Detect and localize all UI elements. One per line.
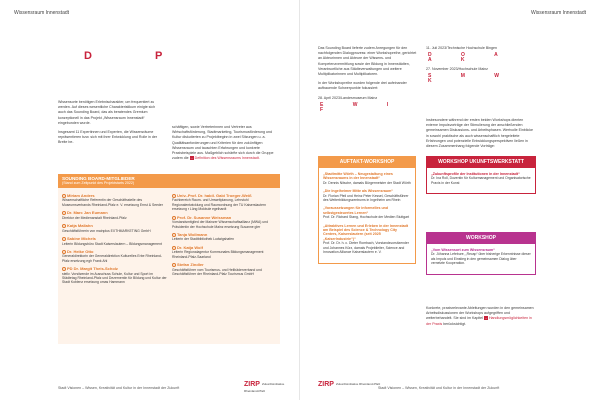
member-name: Tanja Wollmann: [177, 232, 208, 238]
definition-link-label: Definition des Wissensraums Innenstadt.: [194, 156, 260, 161]
workshop-date-3: 27. November 2023/Hochschule Mainz: [426, 67, 488, 71]
member-item: [172, 216, 277, 229]
workshop-date-2: 11. Juli 2023/Technische Hochschule Bingen: [426, 46, 498, 50]
members-box: [58, 174, 280, 344]
person-icon: [62, 250, 66, 254]
talk-speaker: Prof. Dr. Dr. h. c. Dieter Rombach, Vorstandsvorsitzender und Johannes Kürz, damals Projektleiter, Science and Innovation Alliance Kaiserslautern e. V.: [323, 241, 409, 255]
workshop3-panel: [426, 232, 536, 275]
talk-title[interactable]: „Stadtmitte Wörth – Neugestaltung eines Wissensraums in der Innenstadt“: [323, 172, 393, 181]
zirp-logo: [244, 381, 299, 395]
talk-title[interactable]: „Vom Wissensort zum Wissensraum“: [431, 248, 495, 252]
talk-item: [323, 206, 411, 219]
member-desc: Wissenschaftliche Referentin der Geschäftsstelle des Museumsverbands Rheinland-Pfalz e. V. ersetzung Ernst & Seeder: [62, 198, 163, 207]
zirp-logo-right: [318, 381, 380, 388]
talk-item: [323, 189, 411, 202]
workshop3-title: WORKSHOP: [426, 232, 536, 244]
member-item: [62, 267, 167, 285]
zukunft-title: WORKSHOP UKUNFTSWERKSTATT: [426, 156, 536, 168]
member-item: [62, 224, 167, 233]
member-name: Dr. Marc Jan Eumann: [67, 210, 108, 216]
member-desc: Generaldirektorin der Generaldirektion Kulturelles Erbe Rheinland-Pfalz ersetzung egh Frank Ahl: [62, 254, 162, 263]
talk-speaker: Dr. Ina Roll, Dozentin für Kulturmanagement und Organisatorische Praxis in der Kunst: [431, 176, 531, 185]
member-desc: Fachbereich Raum- und Umweltplanung, Lehrstuhl Regionalentwicklung und Raumordnung der TU Kaiserslautern ersetzung r Lüng Mokbule egelhardt: [172, 198, 266, 212]
logo-sub: Zukunftsinitiative Rheinland-Pfalz: [244, 382, 285, 394]
member-item: [172, 246, 277, 259]
person-icon: [62, 237, 66, 241]
logo-text: ZIRP: [318, 381, 334, 388]
workshop-letters-1: E W I F: [320, 101, 403, 114]
closing-text: Konkrete, praxisrelevante Ableitungen wurden in den gemeinsamen Arbeitsdiskussionen der Workshops aufgegriffen und weiterbehandelt. Sie sind im Kapitel: [426, 306, 534, 321]
right-page: [300, 0, 600, 400]
left-text-col1: [58, 100, 163, 150]
right-intro: [318, 46, 420, 117]
workshop-letters-2: D O A: [428, 52, 512, 58]
praxis-link-label: Handlungsmöglichkeiten in der Praxis: [426, 316, 532, 326]
person-icon: [172, 194, 176, 198]
person-icon: [62, 194, 66, 198]
member-name: Katja Mallahn: [67, 223, 93, 229]
intro-paragraph: Insgesamt 11 Expertinnen und Experten, die Wissensräume repräsentieren bzw. sich mit ihrer Entwicklung und Rolle in der Breite be-: [58, 130, 158, 145]
talk-title[interactable]: „Attraktives Lernen und Erleben in der Innenstadt am Beispiel des Science & Technology City Centers, Kaiserslautern (seit 2025 „KaiserIndustrie“)“: [323, 223, 409, 241]
talk-item: [323, 224, 411, 255]
member-desc: Leiterin Regionalagentur Kommunales Bildungsmanagement Rheinland-Pfalz-Saarland: [172, 250, 264, 259]
member-name: PD Dr. Margit Theis-Scholz: [67, 266, 118, 272]
member-desc: Geschäftsführer vom Tourismus- und Heilbäderverband und Geschäftsführer der Rheinland-Pfalz Tourismus GmbH: [172, 267, 262, 276]
talk-title[interactable]: „Zukunftsprofile der Institutionen in der Innenstadt“: [431, 172, 520, 176]
member-name: Prof. Dr. Susanne Weissman: [177, 214, 232, 220]
person-icon: [172, 216, 176, 220]
talk-title[interactable]: „Die Ingelheimer Mitte als Wissensraum“: [323, 189, 394, 194]
member-name: Dr. Heike Otto: [67, 248, 94, 254]
definition-link[interactable]: [190, 156, 260, 160]
zukunftswerkstatt-panel: [426, 156, 536, 194]
person-icon: [172, 233, 176, 237]
members-col-1: [62, 194, 167, 289]
member-item: [62, 194, 167, 207]
member-item: [172, 233, 277, 242]
footer-right: Stadt Visionen – Wissen, Kreativität und Kultur in der Innenstadt der Zukunft: [378, 386, 500, 390]
right-intro-paragraph-2: In der Workshopreihe wurden folgende drei aufeinander aufbauende Schwerpunkte fokussiert:: [318, 81, 407, 91]
workshop-date-1: 28. April 2023/Landesmuseum Mainz: [318, 95, 378, 100]
workshop-letters-3: A K: [428, 57, 479, 63]
right-col2-text: Insbesondere während der ersten beiden Workshops dienten externe Impulsvorträge der Stimulierung der anschließenden gemeinsamen Diskussions- und Arbeitsphasen. Wertvolle Einblicke in sowohl praktische als auch wissenschaftlich hergeleitete Erfahrungen und potenzielle Entwicklungsperspektiven ließen in diesem Zusammenhang folgende Vorträge:: [426, 118, 533, 149]
member-name: Miriam Anders: [67, 193, 95, 199]
member-item: [172, 263, 277, 276]
members-title-bar: [58, 174, 280, 188]
closing-tail: berücksichtigt.: [443, 321, 467, 326]
person-icon: [62, 267, 66, 271]
talk-speaker: Dr. Florian Pfeil und Heinz Peter Kessel, Geschäftsführer des Weiterbildungszentrums in Ingelheim am Rhein: [323, 193, 409, 203]
talk-item: [323, 172, 411, 185]
person-icon: [172, 263, 176, 267]
header-right: Wissensraum Innenstadt: [530, 10, 586, 16]
workshop3-body: [426, 244, 536, 275]
member-desc: Direktor der Medienanstalt Rheinland-Pfalz: [62, 215, 127, 220]
workshop-letters-5: K: [428, 78, 446, 84]
member-desc: Leiterin Bildungsbüro Stadt Kaiserslautern – Bildungsmanagement: [62, 241, 162, 246]
member-item: [62, 250, 167, 263]
footer-left: Stadt Visionen – Wissen, Kreativität und Kultur in der Innenstadt der Zukunft: [58, 386, 180, 390]
auftakt-body: [318, 168, 416, 264]
big-letters: D P: [84, 50, 193, 62]
talk-speaker: Dr. Jöhanna Lefebure, „Recap“ über bisherige Erkenntnisse dieser als Impuls und Einstieg in den gemeinsamen Dialog über vernetzte Kooperation.: [431, 252, 531, 266]
intro-paragraph: Wissensorte benötigen Erlebnischarakter, um frequentiert zu werden. Auf dieses wesentliche Charakteristikum einigte sich auch das Sounding Board, das als beratendes Gremium konzeptionell in das Projekt „Wissensraum Innenstadt“ eingebunden wurde.: [58, 100, 156, 125]
person-icon: [62, 211, 66, 215]
right-intro-paragraph: Das Sounding Board lieferte zudem Anregungen für den nachfolgenden Dialogprozess: einer Workshopreihe, gerichtet an Akteurinnen und Akteure der Wissens- und Kompetenzvermittlung sowie der Bildung in Innenstädten, Verantwortliche aus Städteverwaltungen und weitere Multiplikatorinnen und Multiplikatoren.: [318, 46, 417, 77]
talk-speaker: Prof. Dr. Richard Stang, Hochschule der Medien Stuttgart: [323, 215, 410, 220]
intro-paragraph: [172, 125, 280, 161]
member-name: Dr. Katja Wolf: [177, 244, 203, 250]
left-text-col2: [172, 125, 280, 165]
auftakt-title: AUFTAKT-WORKSHOP: [318, 156, 416, 168]
member-item: [62, 237, 167, 246]
right-closing: [426, 306, 536, 327]
logo-sub: Zukunftsinitiative Rheinland-Pfalz: [335, 382, 381, 387]
talk-item: [431, 172, 531, 185]
link-arrow-icon: →: [190, 156, 194, 161]
member-desc: stellv. Vorsitzende im Ausschuss Schule, Kultur und Sport im Städtetag Rheinland-Pfalz und Dezernentin für Bildung und Kultur der Stadt Koblenz ersetzung omas Hammann: [62, 271, 167, 285]
member-item: [62, 211, 167, 220]
person-icon: [172, 246, 176, 250]
logo-text: ZIRP: [244, 381, 260, 388]
person-icon: [62, 224, 66, 228]
members-title: SOUNDING BOARD-MITGLIEDER: [62, 176, 135, 181]
link-arrow-icon: →: [484, 316, 488, 321]
member-desc: Vorstandsmitglied der Mainzer Wissenschaftsallianz (MWA) und Präsidentin der Hochschule Mainz ersetzung Susanne gler: [172, 220, 268, 229]
members-col-2: [172, 194, 277, 280]
member-name: Stefan Zindler: [177, 262, 204, 268]
zukunft-body: [426, 168, 536, 194]
talk-title[interactable]: „Voraussetzungen für informelles und selbstgesteuertes Lernen“: [323, 206, 389, 215]
col2-text: schäftigen, sowie Vertreterinnen und Vertreter aus Wirtschaftsförderung, Stadtmarketing, Tourismusförderung und Kultur diskutierten zu Projektbeginn in zwei Sitzungen u. a. Qualitätsanforderungen und Kriterien für den zukünftigen Wissensraum und tauschten Erfahrungen und konkrete Praxisbeispiele aus. Maßgeblich schärfte sich durch die Gruppe zudem die: [172, 125, 274, 161]
auftakt-panel: [318, 156, 416, 264]
talk-speaker: Dr. Dennis Nitsche, damals Bürgermeister der Stadt Wörth: [323, 180, 411, 185]
member-desc: Leiterin der Stadtbibliothek Ludwigshafen: [172, 237, 235, 242]
header-left: Wissensraum Innenstadt: [14, 10, 70, 16]
member-desc: Geschäftsführerin von mainplus EXTHMARKETING GmbH: [62, 228, 151, 233]
member-name: Univ.-Prof. Dr. habil. Gabi Troeger-Weiß: [177, 193, 252, 199]
member-item: [172, 194, 277, 212]
members-subtitle: (Stand zum Zeitpunkt des Projektstarts 2022): [62, 181, 135, 185]
workshop-letters-4: S M W: [428, 73, 513, 79]
right-dates: [426, 46, 556, 88]
member-name: Sabine Michels: [67, 236, 96, 242]
talk-item: [431, 248, 531, 266]
